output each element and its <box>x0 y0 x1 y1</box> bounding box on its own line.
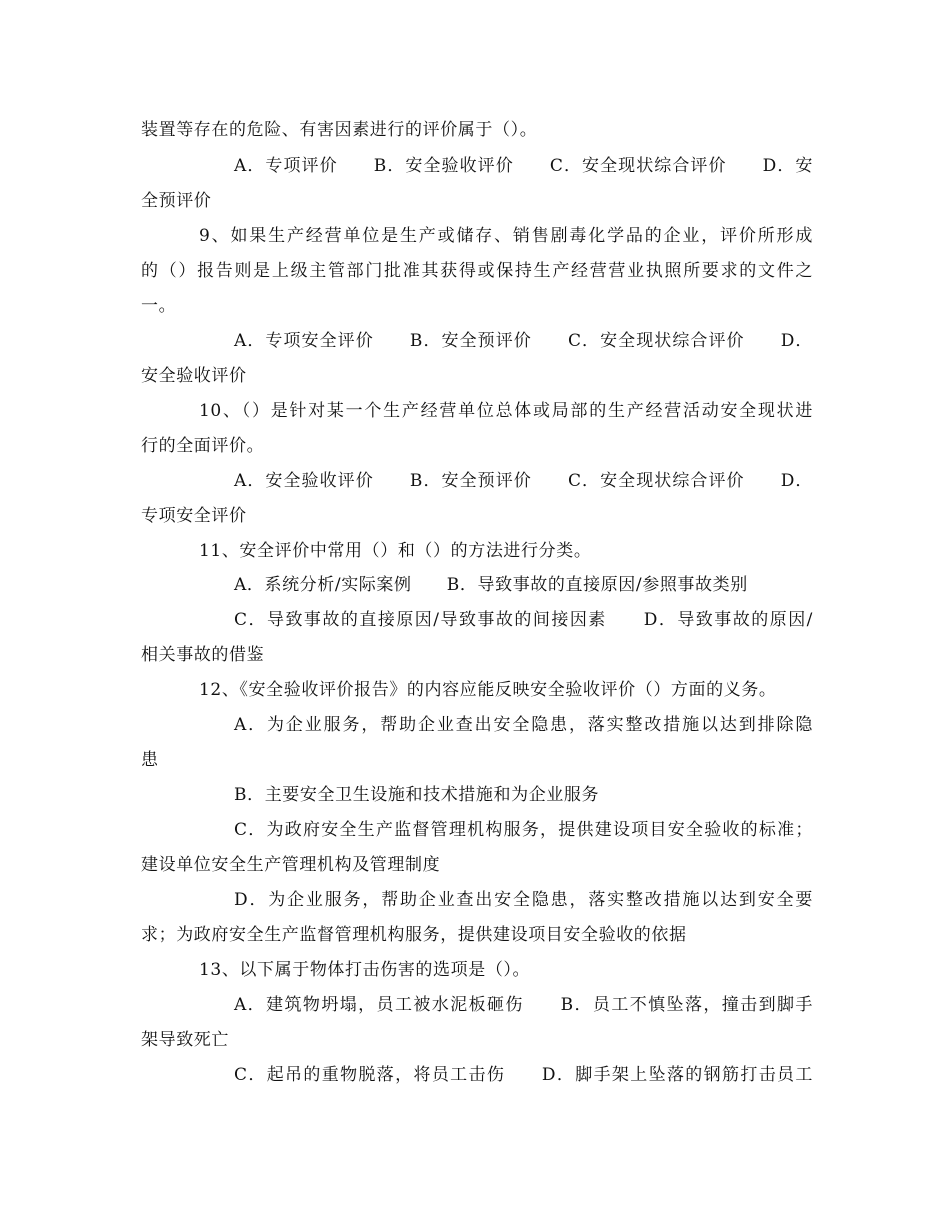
option-line: D．为企业服务，帮助企业查出安全隐患，落实整改措施以达到安全要 <box>234 890 813 910</box>
text-line: 全预评价 <box>141 191 212 211</box>
text-line: 装置等存在的危险、有害因素进行的评价属于（）。 <box>141 120 538 140</box>
text-line: 的（）报告则是上级主管部门批准其获得或保持生产经营营业执照所要求的文件之 <box>141 261 813 281</box>
text-line: 患 <box>141 750 159 770</box>
option-line: C．起吊的重物脱落，将员工击伤 D．脚手架上坠落的钢筋打击员工 <box>234 1065 813 1085</box>
option-line: A．系统分析/实际案例 B．导致事故的直接原因/参照事故类别 <box>234 575 748 595</box>
question-13: 13、以下属于物体打击伤害的选项是（）。 <box>199 960 531 980</box>
question-12: 12、《安全验收评价报告》的内容应能反映安全验收评价（）方面的义务。 <box>199 680 777 700</box>
text-line: 一。 <box>141 296 177 316</box>
text-line: 相关事故的借鉴 <box>141 645 265 665</box>
question-10: 10、（）是针对某一个生产经营单位总体或局部的生产经营活动安全现状进 <box>199 401 813 421</box>
text-line: 专项安全评价 <box>141 506 247 526</box>
text-line: 行的全面评价。 <box>141 436 265 456</box>
question-11: 11、安全评价中常用（）和（）的方法进行分类。 <box>199 541 592 561</box>
option-line: A．专项评价 B．安全验收评价 C．安全现状综合评价 D．安 <box>234 156 813 176</box>
option-line: B．主要安全卫生设施和技术措施和为企业服务 <box>234 785 600 805</box>
option-line: C．为政府安全生产监督管理机构服务，提供建设项目安全验收的标准； <box>234 820 813 840</box>
option-line: A．为企业服务，帮助企业查出安全隐患，落实整改措施以达到排除隐 <box>234 715 813 735</box>
text-line: 建设单位安全生产管理机构及管理制度 <box>141 855 441 875</box>
option-line: A．专项安全评价 B．安全预评价 C．安全现状综合评价 D． <box>234 331 813 351</box>
option-line: A．建筑物坍塌，员工被水泥板砸伤 B．员工不慎坠落，撞击到脚手 <box>234 995 813 1015</box>
text-line: 求；为政府安全生产监督管理机构服务，提供建设项目安全验收的依据 <box>141 925 687 945</box>
option-line: C．导致事故的直接原因/导致事故的间接因素 D．导致事故的原因/ <box>234 610 813 630</box>
text-line: 安全验收评价 <box>141 366 247 386</box>
text-line: 架导致死亡 <box>141 1030 229 1050</box>
option-line: A．安全验收评价 B．安全预评价 C．安全现状综合评价 D． <box>234 471 813 491</box>
question-9: 9、如果生产经营单位是生产或储存、销售剧毒化学品的企业，评价所形成 <box>199 226 813 246</box>
